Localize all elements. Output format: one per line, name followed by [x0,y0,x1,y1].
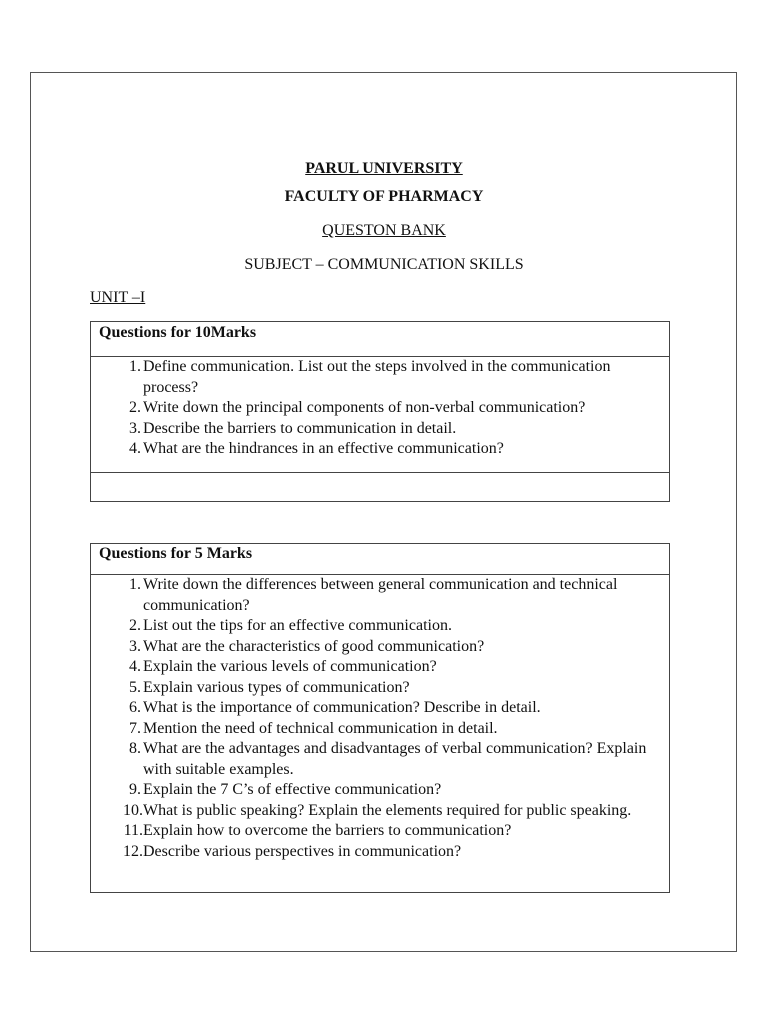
question-item [91,719,669,740]
question-item [91,398,669,419]
question-item [91,439,669,460]
empty-table-row [91,472,669,501]
document-type: QUESTON BANK [322,222,446,239]
question-text: What are the advantages and disadvantages of verbal communication? Explain with suitable examples. [143,740,647,778]
question-item [91,616,669,637]
question-text: Explain various types of communication? [143,678,410,696]
question-item [91,357,669,398]
questions-table-5-marks [90,543,670,893]
question-number: 1. [129,358,141,375]
question-text: What is the importance of communication? Describe in detail. [143,699,541,716]
question-number: 3. [129,637,141,655]
question-item [91,801,669,822]
subject-line: SUBJECT – COMMUNICATION SKILLS [244,256,524,273]
unit-label: UNIT –I [90,289,146,306]
question-text: Describe various perspectives in communication? [143,842,462,860]
faculty-title: FACULTY OF PHARMACY [284,188,484,205]
question-item [91,678,669,699]
question-text: What are the hindrances in an effective communication? [143,440,504,457]
question-text: Mention the need of technical communication in detail. [143,719,498,737]
question-text: Write down the differences between general communication and technical communication? [143,576,618,614]
question-text: Write down the principal components of non-verbal communication? [143,399,586,416]
question-number: 12. [123,842,143,860]
question-number: 7. [129,719,141,737]
question-text: Describe the barriers to communication in detail. [143,419,457,437]
question-list [91,357,669,472]
questions-table-10-marks [90,321,670,502]
question-item [91,698,669,719]
question-item [91,419,669,440]
question-number: 11. [123,822,143,839]
question-item [91,780,669,801]
question-item [91,657,669,678]
question-number: 3. [129,419,141,437]
question-list [91,575,669,862]
question-text: What are the characteristics of good communication? [143,637,485,655]
question-number: 4. [129,440,141,457]
question-text: Explain the various levels of communication? [143,658,437,675]
question-number: 2. [129,399,141,416]
question-number: 2. [129,617,141,634]
question-text: Explain how to overcome the barriers to communication? [143,822,512,839]
question-number: 9. [129,781,141,798]
section-heading: Questions for 10Marks [91,322,669,357]
question-item [91,575,669,616]
question-item [91,739,669,780]
question-text: List out the tips for an effective communication. [143,617,452,634]
question-text: What is public speaking? Explain the elements required for public speaking. [143,801,632,819]
university-title: PARUL UNIVERSITY [305,160,463,177]
question-item [91,637,669,658]
question-number: 10. [123,801,143,819]
question-number: 4. [129,658,141,675]
question-item [91,842,669,863]
section-heading: Questions for 5 Marks [91,544,669,575]
question-number: 5. [129,678,141,696]
question-number: 1. [129,576,141,593]
question-text: Define communication. List out the steps involved in the communication process? [143,358,611,396]
question-item [91,821,669,842]
question-text: Explain the 7 C’s of effective communication? [143,781,442,798]
question-number: 8. [129,740,141,757]
question-number: 6. [129,699,141,716]
